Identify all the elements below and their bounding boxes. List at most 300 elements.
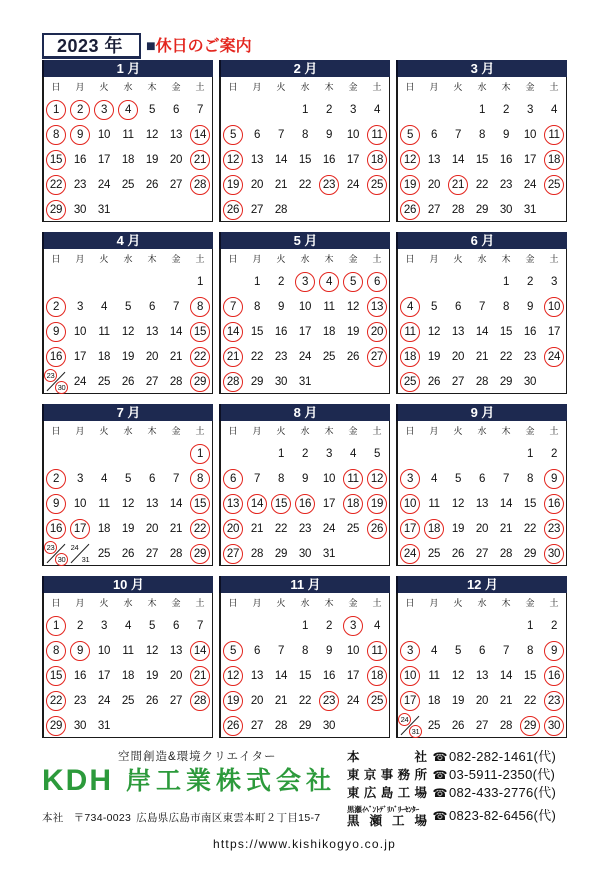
date: 12 xyxy=(346,300,360,313)
date: 7 xyxy=(502,644,510,657)
day-cell xyxy=(221,541,245,566)
day-cell xyxy=(293,319,317,344)
week-row xyxy=(398,147,566,172)
day-cell xyxy=(365,491,389,516)
date: 6 xyxy=(478,472,486,485)
day-cell xyxy=(422,466,446,491)
date: 3 xyxy=(526,103,534,116)
holiday-date: 15 xyxy=(46,150,66,170)
week-row xyxy=(44,466,212,491)
empty-day-cell xyxy=(44,269,68,294)
date: 3 xyxy=(325,447,333,460)
day-cell xyxy=(116,466,140,491)
holiday-date: 28 xyxy=(190,691,210,711)
weekday-label: 月 xyxy=(75,598,85,608)
holiday-date: 1 xyxy=(46,100,66,120)
week-row xyxy=(221,466,389,491)
month-grid xyxy=(219,421,390,566)
day-cell xyxy=(470,197,494,222)
holiday-date: 30 xyxy=(55,381,68,394)
weekday-header-row xyxy=(221,249,389,269)
weekday-label: 日 xyxy=(228,254,238,264)
date: 13 xyxy=(250,153,264,166)
office-phone: 03-5911-2350(代) xyxy=(449,767,556,782)
empty-day-cell xyxy=(245,97,269,122)
date: 17 xyxy=(97,669,111,682)
day-cell xyxy=(542,172,566,197)
date: 12 xyxy=(121,497,135,510)
week-row xyxy=(221,344,389,369)
holiday-date: 19 xyxy=(223,691,243,711)
month-grid xyxy=(396,593,567,738)
date: 27 xyxy=(451,375,465,388)
date: 17 xyxy=(346,153,360,166)
date: 7 xyxy=(478,300,486,313)
day-cell xyxy=(341,466,365,491)
day-cell xyxy=(221,713,245,738)
holiday-date: 18 xyxy=(343,494,363,514)
day-cell xyxy=(518,541,542,566)
empty-day-cell xyxy=(188,197,212,222)
empty-day-cell xyxy=(470,441,494,466)
empty-day-cell xyxy=(317,369,341,394)
holiday-date: 30 xyxy=(55,553,68,566)
office-contact-list xyxy=(347,748,572,830)
date: 24 xyxy=(322,522,336,535)
day-cell xyxy=(470,97,494,122)
day-cell xyxy=(140,97,164,122)
empty-day-cell xyxy=(68,441,92,466)
date: 5 xyxy=(124,472,132,485)
day-cell xyxy=(365,516,389,541)
date: 14 xyxy=(499,669,513,682)
week-row xyxy=(398,97,566,122)
date: 2 xyxy=(325,619,333,632)
weekday-label: 木 xyxy=(501,426,511,436)
day-cell xyxy=(140,369,164,394)
day-cell xyxy=(398,319,422,344)
weekday-label: 金 xyxy=(525,82,535,92)
day-cell xyxy=(422,172,446,197)
empty-day-cell xyxy=(221,613,245,638)
day-cell xyxy=(365,147,389,172)
day-cell xyxy=(221,344,245,369)
day-cell xyxy=(188,663,212,688)
day-cell xyxy=(542,688,566,713)
phone-icon: ☎ xyxy=(432,768,448,782)
holiday-date: 26 xyxy=(223,716,243,736)
day-cell xyxy=(518,688,542,713)
day-cell xyxy=(68,172,92,197)
day-cell xyxy=(365,441,389,466)
day-cell xyxy=(269,294,293,319)
day-cell xyxy=(542,344,566,369)
day-cell xyxy=(44,516,68,541)
empty-day-cell xyxy=(116,269,140,294)
day-cell xyxy=(92,344,116,369)
week-row xyxy=(44,369,212,394)
day-cell xyxy=(446,516,470,541)
week-row xyxy=(398,122,566,147)
day-cell xyxy=(140,122,164,147)
day-cell xyxy=(518,491,542,516)
date: 15 xyxy=(475,153,489,166)
holiday-date: 3 xyxy=(295,272,315,292)
empty-day-cell xyxy=(164,713,188,738)
date: 9 xyxy=(526,300,534,313)
day-cell xyxy=(245,319,269,344)
weekday-label: 火 xyxy=(276,598,286,608)
date: 24 xyxy=(346,694,360,707)
day-cell xyxy=(245,172,269,197)
date: 17 xyxy=(523,153,537,166)
day-cell xyxy=(398,369,422,394)
day-cell xyxy=(293,541,317,566)
date: 3 xyxy=(76,472,84,485)
date: 13 xyxy=(169,128,183,141)
date: 13 xyxy=(250,669,264,682)
day-cell xyxy=(140,638,164,663)
date: 7 xyxy=(196,103,204,116)
date: 20 xyxy=(451,350,465,363)
day-cell xyxy=(188,466,212,491)
holiday-date: 21 xyxy=(190,150,210,170)
date: 11 xyxy=(122,644,134,657)
date: 4 xyxy=(100,300,108,313)
holiday-date: 2 xyxy=(46,297,66,317)
holiday-date: 16 xyxy=(544,666,564,686)
empty-day-cell xyxy=(365,369,389,394)
weekday-label: 水 xyxy=(300,254,310,264)
weekday-label: 木 xyxy=(324,598,334,608)
holiday-date: 13 xyxy=(223,494,243,514)
holiday-date: 3 xyxy=(343,616,363,636)
weekday-label: 金 xyxy=(348,82,358,92)
day-cell xyxy=(68,663,92,688)
weekday-label: 日 xyxy=(405,82,415,92)
date: 26 xyxy=(451,547,465,560)
date: 22 xyxy=(274,522,288,535)
day-cell xyxy=(422,344,446,369)
date: 6 xyxy=(148,300,156,313)
weekday-label: 木 xyxy=(501,598,511,608)
date: 31 xyxy=(523,203,537,216)
day-cell xyxy=(116,172,140,197)
holiday-date: 15 xyxy=(46,666,66,686)
holiday-date: 5 xyxy=(400,125,420,145)
day-cell xyxy=(470,688,494,713)
holiday-date: 8 xyxy=(190,297,210,317)
day-cell xyxy=(446,319,470,344)
month-calendar-11 xyxy=(219,576,390,738)
holiday-date: 9 xyxy=(544,469,564,489)
day-cell xyxy=(44,466,68,491)
day-cell xyxy=(188,172,212,197)
day-cell xyxy=(92,197,116,222)
day-cell xyxy=(542,613,566,638)
holiday-date: 19 xyxy=(367,494,387,514)
holiday-date: 1 xyxy=(46,616,66,636)
month-title: 7 月 xyxy=(42,404,213,421)
day-cell xyxy=(494,319,518,344)
day-cell xyxy=(341,491,365,516)
date: 28 xyxy=(499,719,513,732)
empty-day-cell xyxy=(365,197,389,222)
week-row xyxy=(44,688,212,713)
empty-day-cell xyxy=(422,613,446,638)
date: 10 xyxy=(346,644,360,657)
month-title: 12 月 xyxy=(396,576,567,593)
date: 1 xyxy=(502,275,510,288)
day-cell xyxy=(494,269,518,294)
day-cell xyxy=(398,466,422,491)
day-cell xyxy=(293,369,317,394)
office-name: 本社 xyxy=(347,750,427,764)
date: 12 xyxy=(145,128,159,141)
date: 10 xyxy=(97,128,111,141)
month-calendar-3 xyxy=(396,60,567,222)
day-cell xyxy=(188,491,212,516)
day-cell xyxy=(68,97,92,122)
date: 17 xyxy=(97,153,111,166)
holiday-date: 21 xyxy=(223,347,243,367)
day-cell xyxy=(269,319,293,344)
month-calendar-7 xyxy=(42,404,213,566)
day-cell xyxy=(293,663,317,688)
company-logo xyxy=(42,765,113,797)
date: 4 xyxy=(373,619,381,632)
day-cell xyxy=(140,491,164,516)
date: 25 xyxy=(97,375,111,388)
empty-day-cell xyxy=(470,613,494,638)
day-cell xyxy=(341,97,365,122)
date: 28 xyxy=(169,375,183,388)
date: 2 xyxy=(325,103,333,116)
day-cell xyxy=(470,491,494,516)
day-cell xyxy=(221,172,245,197)
day-cell xyxy=(245,541,269,566)
weekday-label: 金 xyxy=(171,254,181,264)
day-cell xyxy=(188,638,212,663)
day-cell xyxy=(518,344,542,369)
day-cell xyxy=(365,638,389,663)
week-row xyxy=(398,197,566,222)
day-cell xyxy=(116,344,140,369)
date: 24 xyxy=(73,375,87,388)
office-name-stack xyxy=(347,805,427,828)
day-cell xyxy=(188,122,212,147)
holiday-date: 24 xyxy=(544,347,564,367)
date: 26 xyxy=(427,375,441,388)
holiday-date: 25 xyxy=(544,175,564,195)
empty-day-cell xyxy=(317,197,341,222)
date: 23 xyxy=(73,178,87,191)
day-cell xyxy=(188,97,212,122)
weekday-label: 日 xyxy=(51,254,61,264)
date: 29 xyxy=(475,203,489,216)
day-cell xyxy=(116,147,140,172)
weekday-label: 火 xyxy=(99,82,109,92)
day-cell xyxy=(188,319,212,344)
date: 26 xyxy=(145,694,159,707)
holiday-date: 6 xyxy=(223,469,243,489)
date: 15 xyxy=(250,325,264,338)
date: 15 xyxy=(523,497,537,510)
day-cell xyxy=(317,638,341,663)
day-cell xyxy=(68,713,92,738)
date: 28 xyxy=(499,547,513,560)
day-cell xyxy=(245,466,269,491)
date: 27 xyxy=(145,375,159,388)
day-cell xyxy=(518,197,542,222)
date: 5 xyxy=(430,300,438,313)
holiday-date: 1 xyxy=(190,444,210,464)
weekday-label: 土 xyxy=(195,426,205,436)
week-row xyxy=(221,319,389,344)
empty-day-cell xyxy=(365,713,389,738)
month-title: 9 月 xyxy=(396,404,567,421)
day-cell xyxy=(164,541,188,566)
empty-day-cell xyxy=(470,269,494,294)
date: 2 xyxy=(277,275,285,288)
holiday-date: 19 xyxy=(400,175,420,195)
day-cell xyxy=(494,172,518,197)
day-cell xyxy=(398,663,422,688)
day-cell xyxy=(317,491,341,516)
week-row xyxy=(398,541,566,566)
month-calendar-10 xyxy=(42,576,213,738)
date: 20 xyxy=(475,694,489,707)
holiday-date: 17 xyxy=(400,691,420,711)
day-cell xyxy=(446,122,470,147)
day-cell xyxy=(341,688,365,713)
holiday-date: 7 xyxy=(223,297,243,317)
day-cell xyxy=(269,269,293,294)
day-cell xyxy=(44,319,68,344)
holiday-date: 15 xyxy=(190,322,210,342)
date: 24 xyxy=(97,178,111,191)
weekday-label: 月 xyxy=(429,598,439,608)
day-cell xyxy=(164,638,188,663)
date: 27 xyxy=(427,203,441,216)
empty-day-cell xyxy=(221,441,245,466)
date: 13 xyxy=(475,497,489,510)
day-cell xyxy=(140,294,164,319)
day-cell xyxy=(341,294,365,319)
date: 6 xyxy=(172,619,180,632)
holiday-date: 24 xyxy=(398,713,411,726)
weekday-label: 木 xyxy=(147,254,157,264)
date: 3 xyxy=(76,300,84,313)
holiday-date: 11 xyxy=(343,469,363,489)
empty-day-cell xyxy=(398,441,422,466)
date: 13 xyxy=(427,153,441,166)
square-bullet-icon: ■ xyxy=(146,38,156,55)
day-cell xyxy=(221,197,245,222)
day-cell xyxy=(44,613,68,638)
weekday-label: 日 xyxy=(405,254,415,264)
week-row xyxy=(221,97,389,122)
date: 11 xyxy=(428,669,440,682)
weekday-label: 月 xyxy=(252,426,262,436)
empty-day-cell xyxy=(341,541,365,566)
date: 30 xyxy=(298,547,312,560)
day-cell xyxy=(398,197,422,222)
day-cell xyxy=(542,441,566,466)
day-cell xyxy=(164,97,188,122)
office-row-tokyo xyxy=(347,766,572,784)
week-row xyxy=(398,344,566,369)
day-cell xyxy=(293,713,317,738)
head-office-address xyxy=(42,811,320,825)
day-cell xyxy=(317,688,341,713)
month-grid xyxy=(219,593,390,738)
empty-day-cell xyxy=(422,269,446,294)
day-cell xyxy=(542,491,566,516)
holiday-date: 23 xyxy=(544,691,564,711)
week-row xyxy=(221,172,389,197)
day-cell xyxy=(245,197,269,222)
weekday-label: 火 xyxy=(453,598,463,608)
empty-day-cell xyxy=(398,269,422,294)
date: 28 xyxy=(475,375,489,388)
day-cell xyxy=(164,319,188,344)
day-cell xyxy=(446,688,470,713)
date: 30 xyxy=(274,375,288,388)
day-cell xyxy=(470,122,494,147)
weekday-label: 日 xyxy=(51,426,61,436)
holiday-date: 19 xyxy=(223,175,243,195)
day-cell xyxy=(494,197,518,222)
date: 17 xyxy=(547,325,561,338)
date: 31 xyxy=(298,375,312,388)
weekday-label: 木 xyxy=(147,426,157,436)
day-cell xyxy=(494,369,518,394)
day-cell xyxy=(44,122,68,147)
postal-code: 〒734-0023 xyxy=(73,812,132,824)
day-cell xyxy=(188,441,212,466)
weekday-label: 日 xyxy=(51,82,61,92)
date: 31 xyxy=(97,719,111,732)
week-row xyxy=(44,269,212,294)
day-cell xyxy=(470,294,494,319)
date: 6 xyxy=(172,103,180,116)
holiday-date: 30 xyxy=(544,544,564,564)
day-cell xyxy=(269,516,293,541)
date: 15 xyxy=(298,669,312,682)
date: 25 xyxy=(121,694,135,707)
empty-day-cell xyxy=(92,441,116,466)
date: 27 xyxy=(250,203,264,216)
day-cell xyxy=(245,122,269,147)
date: 4 xyxy=(349,447,357,460)
holiday-date: 29 xyxy=(520,716,540,736)
day-cell xyxy=(68,344,92,369)
date: 29 xyxy=(274,547,288,560)
empty-day-cell xyxy=(341,369,365,394)
date: 30 xyxy=(73,719,87,732)
holiday-date: 26 xyxy=(367,519,387,539)
day-cell xyxy=(542,122,566,147)
weekday-label: 土 xyxy=(195,254,205,264)
week-row xyxy=(44,319,212,344)
day-cell xyxy=(446,638,470,663)
day-cell xyxy=(188,541,212,566)
holiday-date: 3 xyxy=(400,469,420,489)
date: 9 xyxy=(301,472,309,485)
day-cell xyxy=(164,344,188,369)
day-cell xyxy=(470,516,494,541)
